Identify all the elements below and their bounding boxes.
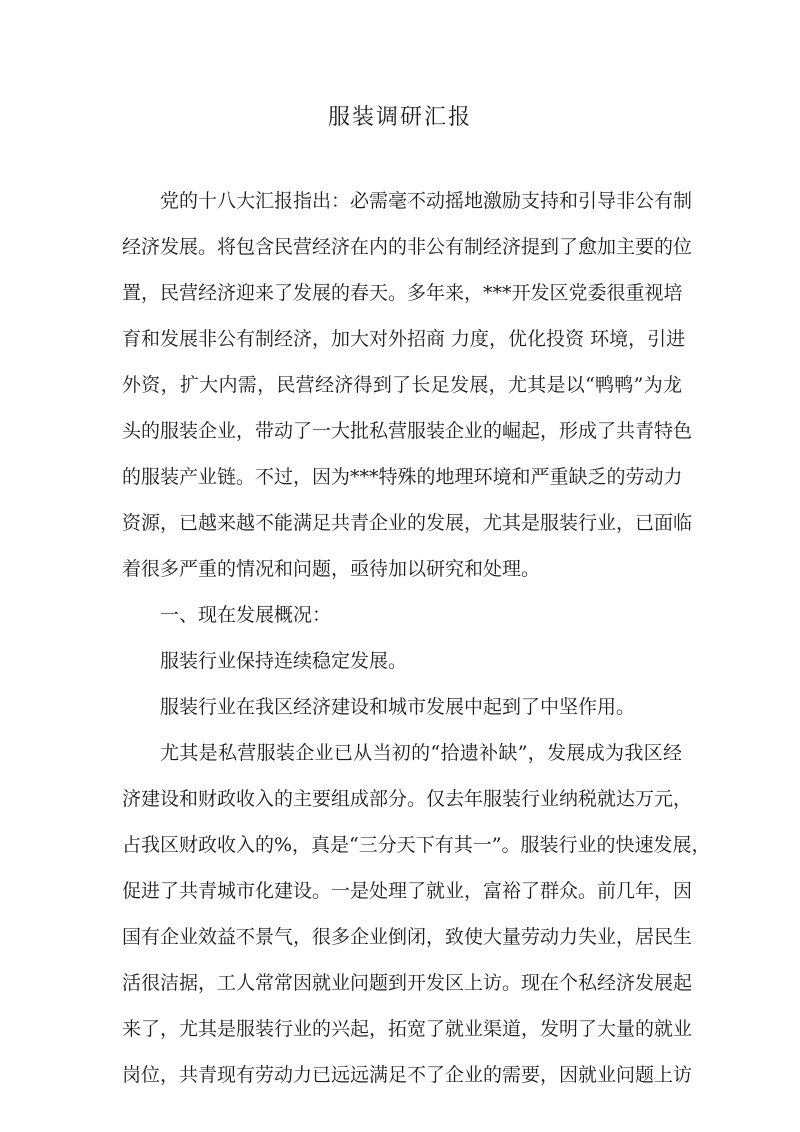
text-line: 促进了共青城市化建设。一是处理了就业，富裕了群众。前几年，因	[122, 880, 693, 902]
text-line: 育和发展非公有制经济，加大对外招商 力度，优化投资 环境，引进	[122, 328, 686, 350]
text-line: 济建设和财政收入的主要组成部分。仅去年服装行业纳税就达万元，	[122, 788, 693, 810]
text-line: 岗位，共青现有劳动力已远远满足不了企业的需要，因就业问题上访	[122, 1064, 693, 1086]
text-line: 党的十八大汇报指出：必需毫不动摇地激励支持和引导非公有制	[160, 190, 693, 212]
text-line: 服装行业在我区经济建设和城市发展中起到了中坚作用。	[160, 696, 636, 718]
document-title: 服装调研汇报	[327, 105, 472, 130]
text-line: 经济发展。将包含民营经济在内的非公有制经济提到了愈加主要的位	[122, 236, 693, 258]
text-line: 着很多严重的情况和问题，亟待加以研究和处理。	[122, 558, 541, 580]
text-line: 服装行业保持连续稳定发展。	[160, 650, 408, 672]
text-line: 头的服装企业，带动了一大批私营服装企业的崛起，形成了共青特色	[122, 420, 693, 442]
text-line: 活很洁据，工人常常因就业问题到开发区上访。现在个私经济发展起	[122, 972, 693, 994]
text-line: 来了，尤其是服装行业的兴起，拓宽了就业渠道，发明了大量的就业	[122, 1018, 693, 1040]
text-line: 资源，已越来越不能满足共青企业的发展，尤其是服装行业，已面临	[122, 512, 693, 534]
text-line: 置，民营经济迎来了发展的春天。多年来，***开发区党委很重视培	[122, 282, 683, 304]
document-body	[122, 186, 711, 1106]
text-line: 一、现在发展概况：	[160, 604, 332, 626]
text-line: 外资，扩大内需，民营经济得到了长足发展，尤其是以“鸭鸭”为龙	[122, 374, 682, 396]
text-line: 占我区财政收入的%，真是“三分天下有其一”。服装行业的快速发展，	[122, 834, 711, 856]
text-line: 尤其是私营服装企业已从当初的“拾遗补缺”，发展成为我区经	[160, 742, 682, 764]
text-line: 的服装产业链。不过，因为***特殊的地理环境和严重缺乏的劳动力	[122, 466, 683, 488]
text-line: 国有企业效益不景气，很多企业倒闭，致使大量劳动力失业，居民生	[122, 926, 693, 948]
